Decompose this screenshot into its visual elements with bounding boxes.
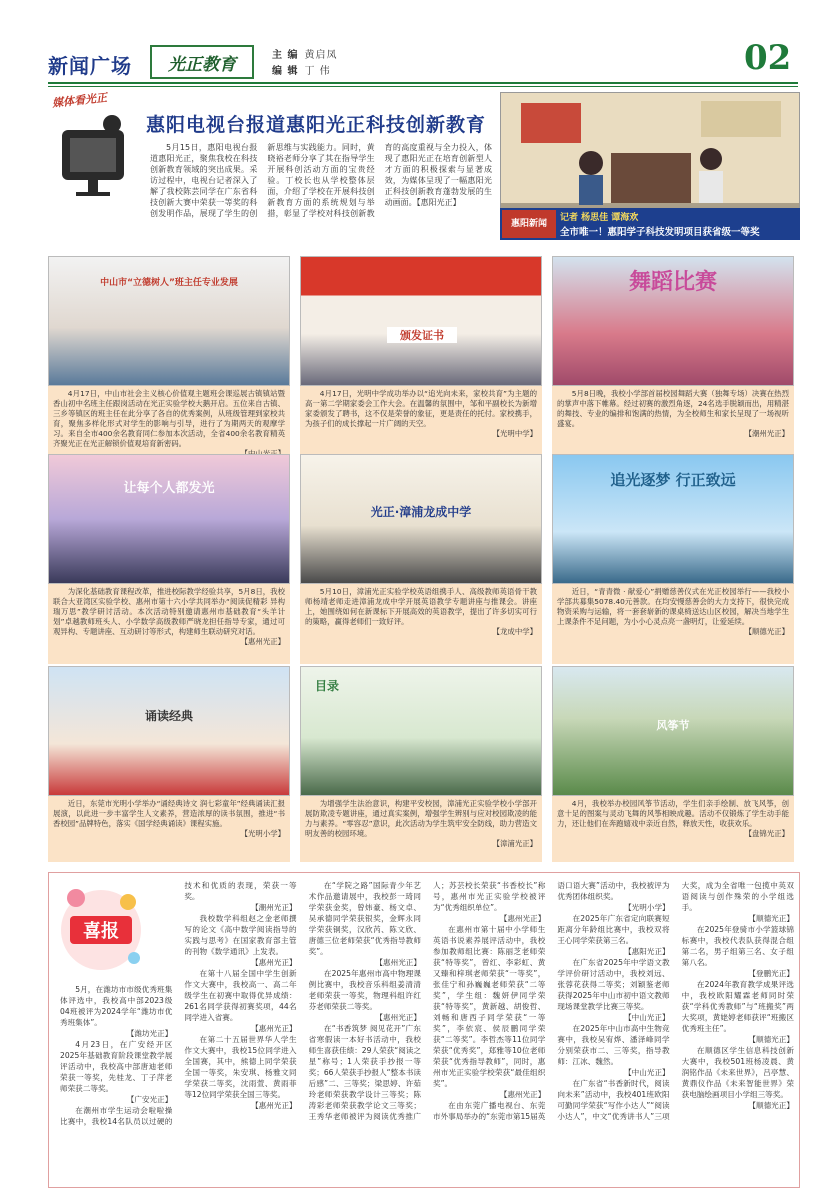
news-card [552,666,794,862]
caption-source: 【光明中学】 [492,429,537,438]
honor-source: 【惠州光正】 [375,958,421,967]
honor-item [309,968,421,1023]
editor-name: 丁 伟 [304,66,331,77]
honor-source: 【惠州光正】 [499,914,546,923]
honor-item [309,880,421,968]
honor-item [184,968,296,1034]
news-photo [552,256,794,386]
news-photo [48,256,290,386]
honor-source: 【惠州光正】 [499,1090,546,1099]
news-card [300,256,542,468]
caption-text: 近日，东莞市光明小学举办“诵经典诗文 润七彩童年”经典诵读汇报展演，以此进一步丰富学生人文素养，营造浓厚的读书氛围，推进“书香校园”品牌特色，落实《国学经典诵读》课程实施。 [53,799,285,828]
photo-banner: 让每个人都发光 [123,481,215,496]
honor-item [60,1039,172,1105]
honor-text: 在2025年惠州市高中物理课例比赛中，我校音乐科组姜清清老师荣获一等奖，物理科组许红芬老师荣获二等奖。 [308,969,421,1011]
honor-text: 在第二十五届世界华人学生作文大赛中，我校15位同学进入全国赛，其中，熊德上同学荣获全国一等奖，朱安琪、杨雅文同学荣获二等奖，沈雨萱、黄雨菲等12位同学荣获全国三等奖。 [184,1035,297,1099]
media-tag: 媒体看光正 [51,91,108,110]
honor-text: 我校数学科组赵之金老师撰写的论文《高中数学阅读指导的实践与思考》在国家教育部主管的刊物《数学通讯》上发表。 [184,914,297,956]
caption-source: 【潮州光正】 [744,429,789,438]
lead-body-text: 5月15日，惠阳电视台报道惠阳光正，聚焦我校在科技创新教育领域的突出成果。采访过程中，电视台记者深入了解了我校陈芸同学在广东省科技创新大赛中荣获一等奖的科创发明作品，展现了学生的创新思维与实践能力。同时，黄晓裕老师分享了其在指导学生开展科创活动方面的宝贵经验。丁校长也从学校整体层面，介绍了学校在开展科技创新教育方面的系统规划与举措，彰显了学校对科技创新教育的高度重视与全力投入，体现了惠阳光正在培育创新型人才方面的积极探索与显著成效，为媒体呈现了一幅惠阳光正科技创新教育蓬勃发展的生动画面。 [150,143,492,218]
tv-camera-icon [52,110,134,198]
honor-source: 【中山光正】 [624,1013,670,1022]
honor-source: 【顺德光正】 [748,1035,794,1044]
honor-text: 在2024年教育教学成果评选中，我校欧阳耀霖老师同时荣获“学科优秀教师”与“班搬奖”两大奖项，黄姥婷老师获评“班搬区优秀班主任”。 [681,980,794,1033]
news-logo: 惠阳新闻 [502,210,556,238]
caption-reporter: 记者 杨思佳 谭海欢 [560,213,639,223]
honor-source: 【广安光正】 [126,1095,173,1104]
photo-banner: 舞蹈比赛 [628,269,717,295]
photo-banner: 目录 [315,679,340,693]
editor-info [272,48,337,80]
honor-source: 【顺德光正】 [748,1101,794,1110]
news-photo [552,666,794,796]
news-photo [300,256,542,386]
honor-text: 在2025年中山市高中生物竞赛中，我校吴宥烨、潘泽峰同学分别荣获市二、三等奖，指导教师：江冰、魏然。 [557,1024,670,1066]
honor-source: 【中山光正】 [624,1068,670,1077]
honor-text: 5月，在潍坊市市级优秀班集体评选中，我校高中部2023级04班被评为2024学年“潍坊市优秀班集体”。 [60,985,173,1027]
page-number: 02 [744,38,792,78]
news-photo [300,454,542,584]
news-caption [300,796,542,862]
caption-source: 【盘锦光正】 [744,829,789,838]
honor-text: 在广东省“书香新时代，阅读向未来”活动中，我校401班欧阳可勤同学荣获“写作小达人”“阅读小达人”，中文“优秀讲书人”三项大奖，成为全省唯一包揽中英双语阅读与创作殊荣的小学组选手。 [557,881,794,1121]
photo-banner: 诵读经典 [144,709,193,723]
honor-text: 在惠州市第十届中小学师生英语书说素养展评活动中，我校参加教师组比赛：陈丽芝老师荣获“特等奖”，曾红、李彩虹、黄又臻和梓琪老师荣获“一等奖”，张佳宁和孙巍巍老师荣获“二等奖”，学生组：魏妍伊同学荣获“特等奖”，黄新越、胡俊哲、刘畅和唐西子同学荣获“一等奖”，李依宸、侯辰鹏同学荣获“二等奖”。李哲杰等11位同学荣获“优秀奖”，郑雅等10位老师荣获“优秀指导教师”，同时，惠州市光正实验学校荣获“最佳组织奖”。 [432,925,546,1088]
chief-editor-label: 主 编 [272,50,299,61]
honor-item [433,924,545,1100]
honor-item [184,1034,296,1111]
news-caption [48,796,290,862]
xibao-badge [56,878,146,988]
photo-banner: 中山市“立德树人”班主任专业发展 [100,278,238,288]
photo-banner: 光正·漳浦龙成中学 [370,505,472,519]
caption-source: 【顺德光正】 [744,627,789,636]
caption-text: 5月10日，漳浦光正实验学校英语组携手人、高级教师英语骨干教师杨靖老师走进漳浦龙成中学开展英语教学专题讲座与推课会。讲座上，她围绕如何在新课标下开展高效的英语教学，提出了许多切实可行的策略，赢得老师们一致好评。 [305,587,537,626]
honor-text: 在潮州市学生运动会啦啦操比赛中，我校14名队员以过硬的技术和优质的表现，荣获一等奖。 [60,881,297,1126]
brand-logo-text: 光正教育 [168,54,236,75]
news-card [48,666,290,862]
honor-text: 在第十八届全国中学生创新作文大赛中，我校高一、高二年级学生在初赛中取得优异成绩：261名同学获得初赛奖项，44名同学进入省赛。 [184,969,297,1022]
honor-item [682,1045,794,1111]
honor-text: 4月23日，在广安经开区2025年基础教育阶段课堂教学展评活动中，我校高中部唐迪老师荣获一等奖，先桂龙、丁子萍老师荣获二等奖。 [60,1040,173,1093]
honor-item [557,957,669,1023]
news-card [552,454,794,664]
honor-item [682,979,794,1045]
section-title: 新闻广场 [48,54,132,78]
honor-text: 在2025年广东省定向联赛短距离分年龄组比赛中，我校双将王心同学荣获第三名。 [557,914,670,945]
honor-source: 【惠阳光正】 [624,947,670,956]
honor-source: 【顺德光正】 [748,914,794,923]
caption-source: 【惠州光正】 [240,637,285,646]
caption-text: 近日，“青青微 · 献爱心”捐赠慈善仪式在光正校园举行——我校小学部共募集5078.40元善款。在均安慢慈善会的大力支持下，很快完成物资采购与运输，将一套套崭新的课桌椅送达山区校园，解决当地学生上课条件不足问题，为小小心灵点亮一盏明灯，让爱延续。 [557,587,789,626]
honor-text: 在由东莞广播电视台、东莞市外事局举办的“东莞市第15届英语口语大赛”活动中，我校被评为优秀团体组织奖。 [432,881,670,1121]
editor-label: 编 辑 [272,66,299,77]
caption-text: 4月，我校举办校园风筝节活动，学生们亲手绘制、放飞风筝，创意十足的图案与灵动飞舞的风筝相映成趣。活动不仅锻炼了学生动手能力，还让他们在奔跑嬉戏中亲近自然，释放天性，收获欢乐。 [557,799,789,828]
caption-text: 4月17日，光明中学成功举办以“追光向未来，家校共育”为主题的高一第二学期家委会工作大会。在温馨的氛围中，邹和平副校长为新增家委颁发了聘书，这不仅是荣誉的象征，更是责任的托付。家校携手，为孩子们的成长撑起一片广阔的天空。 [305,389,537,428]
news-card [300,454,542,664]
news-caption [552,796,794,862]
brand-logo [150,45,254,79]
honor-source: 【登鹏光正】 [748,969,794,978]
chief-editor: 黄启凤 [304,50,338,61]
honor-text: 在“书香筑梦 阅见花开”广东省寒假读一本好书活动中，我校师生喜获佳绩：29人荣获“阅读之星”称号；1人荣获手抄报一等奖；66人荣获手抄报人“整本书读后感”二、三等奖；梁思婷、许茹玲老师荣获教学设计三等奖；陈涛彩老师荣获教学论文三等奖；王秀华老师被评为阅读优秀推广人；苏芸校长荣获“书香校长”称号，惠州市光正实验学校被评为“优秀组织单位”。 [308,881,546,1121]
lead-headline: 惠阳电视台报道惠阳光正科技创新教育 [146,114,487,136]
caption-text: 为增强学生法治意识，构建平安校园，漳浦光正实验学校小学部开展防欺凌专题讲座，通过真实案例，增强学生辨别与应对校园欺凌的能力与素养。“零容忍”意识，此次活动为学生筑牢安全防线，助力营造文明友善的校园环境。 [305,799,537,838]
honor-board-text [60,880,794,1184]
honor-source: 【惠州光正】 [251,1024,297,1033]
honor-item [60,984,172,1039]
photo-banner: 颁发证书 [387,327,457,343]
news-card [48,256,290,468]
honor-item [557,1023,669,1078]
caption-source: 【漳浦光正】 [492,839,537,848]
lead-body [150,142,492,232]
caption-text: 5月8日晚，我校小学部首届校园舞蹈大赛（独舞专场）决赛在热烈的掌声中落下帷幕。经过初赛的激烈角逐，24名选手脱颖而出，用精湛的舞技、专业的编排和饱满的热情，为全校师生和家长呈现了一场视听盛宴。 [557,389,789,428]
photo-banner: 风筝节 [656,719,690,732]
honor-item [682,924,794,979]
honor-source: 【潍坊光正】 [126,1029,173,1038]
caption-text: 为深化基础教育课程改革，推进校际教学经验共享，5月8日，我校联合大亚湾区实验学校、惠州市第十六小学共同举办“阅读促精彩 异构瑞万思”教学研讨活动。本次活动特别邀请惠州市基础教育“头羊计划”卓越教师班头人、小学数学高级教师严晓龙担任指导专家，通过可观异构、专题讲座、互动研讨等形式，构建师生联动研究对话。 [53,587,285,636]
news-caption [48,584,290,664]
lead-source: 【惠阳光正】 [416,198,461,207]
header-rule [48,82,798,84]
news-card [552,256,794,468]
caption-source: 【龙成中学】 [492,627,537,636]
news-photo [552,454,794,584]
honor-source: 【惠州光正】 [251,958,297,967]
news-photo [48,454,290,584]
honor-source: 【惠州光正】 [375,1013,421,1022]
honor-text: 在2025年登骑市小学篮球锦标赛中，我校代表队获得混合组第二名，男子组第三名、女子组第八名。 [681,925,794,967]
xibao-title: 喜报 [83,921,119,942]
honor-text: 在广东省2025年中学语文教学评价研讨活动中，我校刘远、张蓉花获得二等奖；刘颖鉴老师获得2025年中山市初中语文教师现场课堂教学比赛三等奖。 [557,958,670,1011]
news-card [48,454,290,664]
honor-source: 【惠州光正】 [251,1101,297,1110]
honor-text: 在“学院之路”国际青少年艺术作品邀请展中，我校彭一琦同学荣获金奖，曾炜豪、杨文卓、吴承德同学荣获银奖，金辉永同学荣获铜奖，汉欣芮、陈文欣、唐德三位老师荣获“优秀指导教师奖”。 [308,881,421,956]
caption-source: 【光明小学】 [240,829,285,838]
honor-source: 【潮州光正】 [251,903,297,912]
news-caption [300,584,542,664]
caption-news: 全市唯一！惠阳学子科技发明项目获省级一等奖 [560,227,760,238]
news-caption [552,584,794,664]
photo-banner: 追光逐梦 行正致远 [610,471,736,489]
news-photo [300,666,542,796]
honor-item [184,913,296,968]
news-card [300,666,542,862]
caption-text: 4月17日，中山市社会主义核心价值观主题班会课巡展古镇镇站暨香山初中名班主任跟岗活动在光正实验学校大鹅开启。五位来自古镇、三乡等镇区的班主任在此分享了各自的优秀案例，从班级管理到家校共育，聚焦多样化形式对学生的影响与引导，进行了为期两天的观摩学习。来自全市400余名教育同仁参加本次活动，全省400余名教育精英齐聚光正在光正解锁价值观培育新密码。 [53,389,285,448]
honor-source: 【光明小学】 [624,903,670,912]
news-photo [48,666,290,796]
header-rule-thin [48,86,798,87]
honor-list [60,880,794,1127]
honor-text: 在顺德区学生信息科技创新大赛中，我校501班杨凌晨、黄润铭作品《未来世界》，吕亭慧、黄鼎仪作品《未来智能世界》荣获电脑绘画项目小学组三等奖。 [681,1046,794,1099]
honor-item [557,913,669,957]
